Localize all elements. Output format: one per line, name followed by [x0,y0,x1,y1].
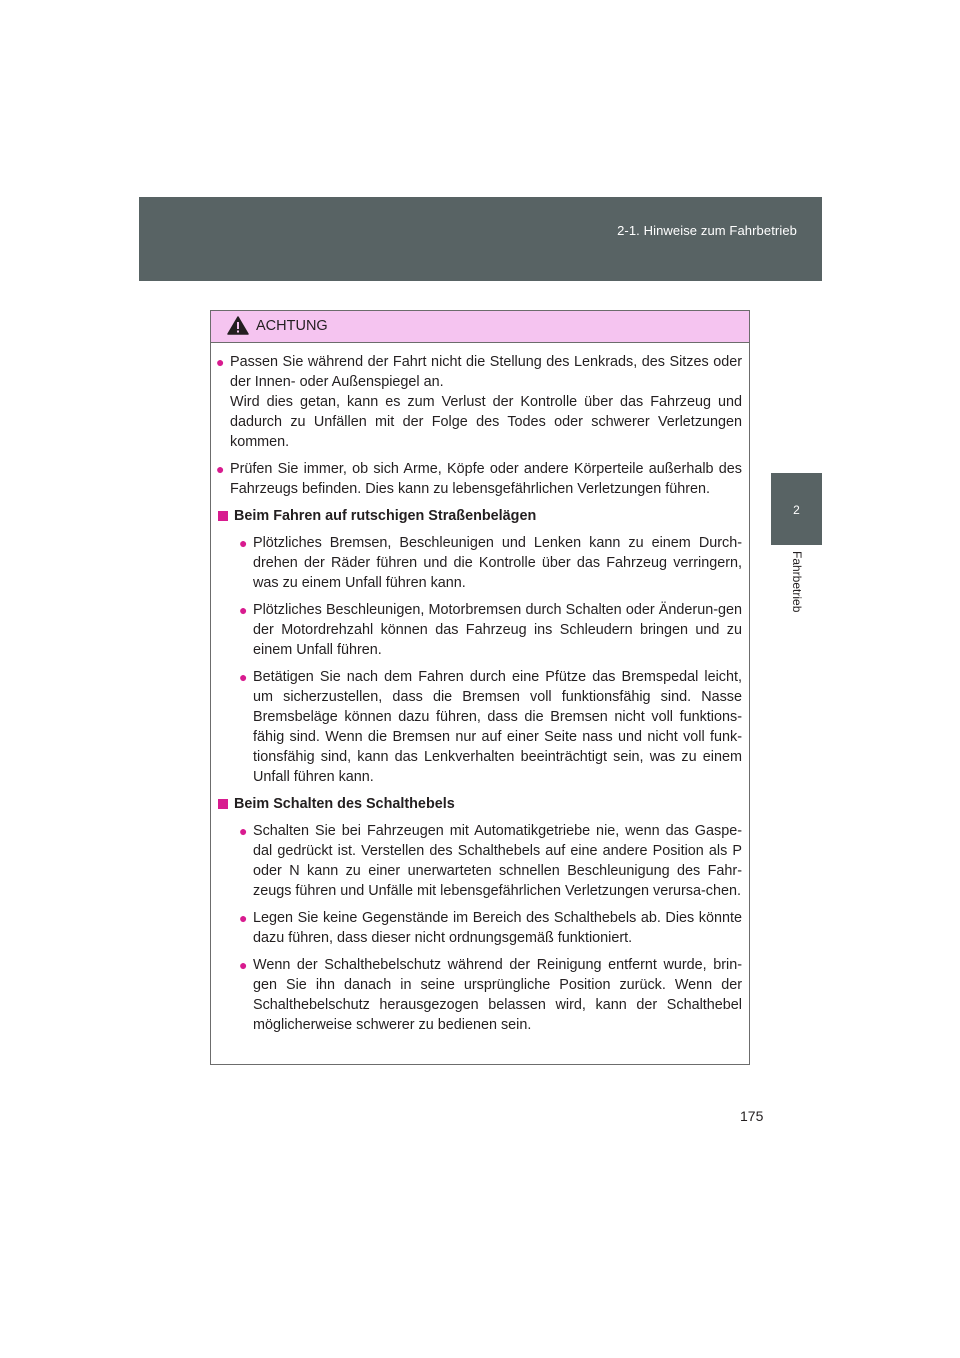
bullet-icon: ● [216,461,225,477]
warning-item: ● Passen Sie während der Fahrt nicht die Stellung des Lenkrads, des Sitzes oder der Innen- oder Außenspiegel an. Wird dies getan, kann es zum Verlust der Kontrolle über das Fahrzeug und dadurch zu Unfällen mit der Folge des Todes oder schwerer Verletzungen kommen. [216,354,742,450]
bullet-icon: ● [239,910,248,926]
warning-item: ● Plötzliches Bremsen, Beschleunigen und Lenken kann zu einem Durch-drehen der Räder führen und die Kontrolle über das Fahrzeug verringern, was zu einem Unfall führen kann. [239,535,742,591]
section-header-band [139,197,822,281]
bullet-icon: ● [239,823,248,839]
bullet-icon: ● [239,669,248,685]
warning-body [211,343,749,1035]
chapter-tab [771,473,822,545]
bullet-icon: ● [216,354,225,370]
warning-header [211,311,749,343]
section-heading: Beim Schalten des Schalthebels [216,794,742,814]
warning-item: ● Betätigen Sie nach dem Fahren durch eine Pfütze das Bremspedal leicht, um sicherzustellen, dass die Bremsen voll funktionsfähig sind. Nasse Bremsbeläge können dazu führen, dass die Bremsen nicht voll funktions-fähig sind. Wenn die Bremsen nur auf einer Seite nass und nicht voll funk-tionsfähig sind, kann das Lenkverhalten beeinträchtigt sein, was zu einem Unfall führen kann. [239,669,742,785]
section-heading: Beim Fahren auf rutschigen Straßenbelägen [216,506,742,526]
chapter-label-container [771,545,822,635]
warning-item: ● Plötzliches Beschleunigen, Motorbremsen durch Schalten oder Änderun-gen der Motordrehzahl können das Fahrzeug ins Schleudern bringen und zu einem Unfall führen. [239,602,742,658]
square-bullet-icon [218,511,228,521]
warning-item: ● Legen Sie keine Gegenstände im Bereich des Schalthebels ab. Dies könnte dazu führen, dass dieser nicht ordnungsgemäß funktioniert. [239,910,742,946]
warning-title: ACHTUNG [256,318,328,334]
warning-box [210,310,750,1065]
bullet-icon: ● [239,957,248,973]
square-bullet-icon [218,799,228,809]
bullet-icon: ● [239,602,248,618]
warning-item: ● Prüfen Sie immer, ob sich Arme, Köpfe oder andere Körperteile außerhalb des Fahrzeugs befinden. Dies kann zu lebensgefährlichen Verletzungen führen. [216,461,742,497]
chapter-number: 2 [793,503,800,517]
page-number: 175 [740,1108,764,1124]
warning-triangle-icon [227,316,249,335]
chapter-label: Fahrbetrieb [789,551,804,613]
warning-item: ● Wenn der Schalthebelschutz während der Reinigung entfernt wurde, brin-gen Sie ihn danach in seine ursprüngliche Position zurück. Wenn der Schalthebelschutz herausgezogen belassen wird, kann der Schalthebel möglicherweise schwerer zu bedienen sein. [239,957,742,1033]
bullet-icon: ● [239,535,248,551]
warning-item: ● Schalten Sie bei Fahrzeugen mit Automatikgetriebe nie, wenn das Gaspe-dal gedrückt ist. Verstellen des Schalthebels auf eine andere Position als P oder N kann zu einer unerwarteten schnellen Beschleunigung des Fahr-zeugs führen und Unfälle mit lebensgefährlichen Verletzungen verursa-chen. [239,823,742,899]
section-title: 2-1. Hinweise zum Fahrbetrieb [617,223,797,238]
